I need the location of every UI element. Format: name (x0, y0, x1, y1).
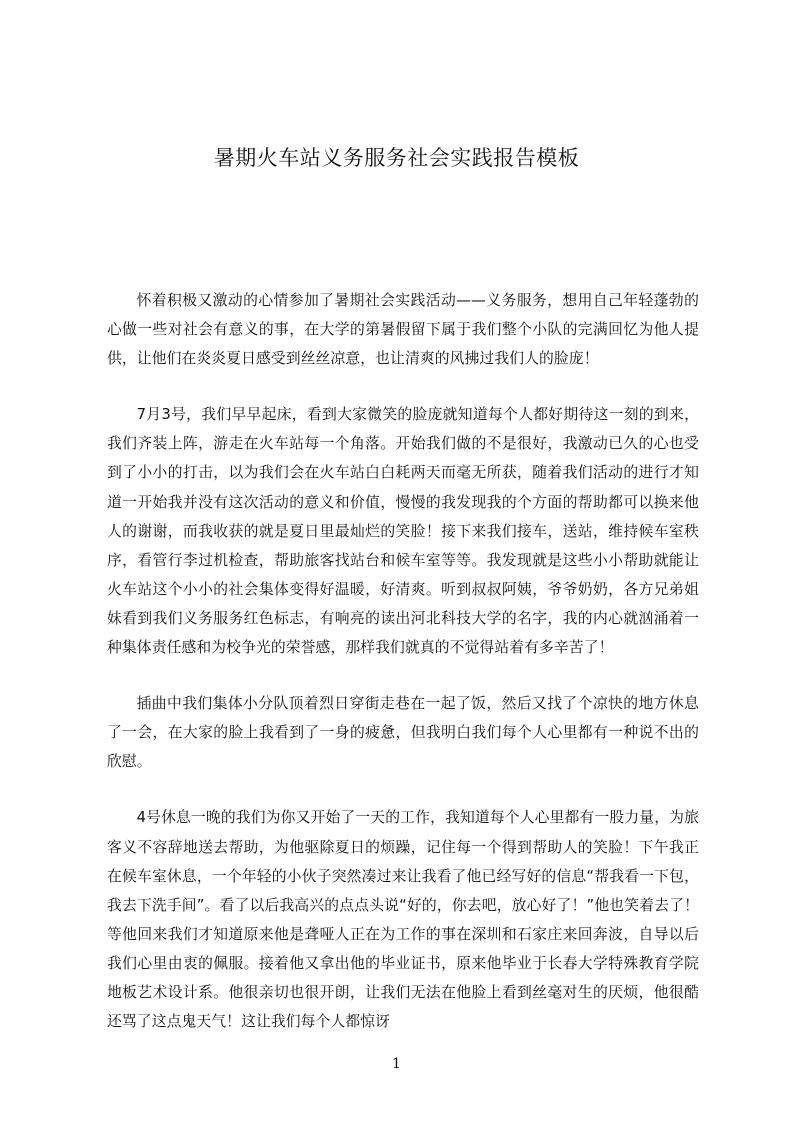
paragraph-july-3: 7月3号，我们早早起床，看到大家微笑的脸庞就知道每个人都好期待这一刻的到来，我们齐装上阵，游走在火车站每一个角落。开始我们做的不是很好，我激动已久的心也受到了小小的打击，以为我们会在火车站白白耗两天而毫无所获，随着我们活动的进行才知道一开始我并没有这次活动的意义和价值，慢慢的我发现我的个方面的帮助都可以换来他人的谢谢，而我收获的就是夏日里最灿烂的笑脸！接下来我们接车，送站，维持候车室秩序，看管行李过机检查，帮助旅客找站台和候车室等等。我发现就是这些小小帮助就能让火车站这个小小的社会集体变得好温暖，好清爽。听到叔叔阿姨，爷爷奶奶，各方兄弟姐妹看到我们义务服务红色标志，有响亮的读出河北科技大学的名字，我的内心就汹涌着一种集体责任感和为校争光的荣誉感，那样我们就真的不觉得站着有多辛苦了！ (107, 406, 699, 657)
page-number: 1 (392, 1056, 401, 1072)
document-body (107, 286, 699, 1062)
paragraph-intro: 怀着积极又激动的心情参加了暑期社会实践活动——义务服务，想用自己年轻蓬勃的心做一些对社会有意义的事，在大学的第暑假留下属于我们整个小队的完满回忆为他人提供，让他们在炎炎夏日感受到丝丝凉意，也让清爽的风拂过我们人的脸庞！ (107, 292, 699, 368)
paragraph-july-4: 4号休息一晚的我们为你又开始了一天的工作，我知道每个人心里都有一股力量，为旅客义不容辞地送去帮助，为他驱除夏日的烦躁，记住每一个得到帮助人的笑脸！下午我正在候车室休息，一个年轻的小伙子突然凑过来让我看了他已经写好的信息“帮我看一下包，我去下洗手间”。看了以后我高兴的点点头说“好的，你去吧，放心好了！”他也笑着去了！等他回来我们才知道原来他是聋哑人正在为工作的事在深圳和石家庄来回奔波，自导以后我们心里由衷的佩服。接着他又拿出他的毕业证书，原来他毕业于长春大学特殊教育学院地板艺术设计系。他很亲切也很开朗，让我们无法在他脸上看到丝毫对生的厌烦，他很酷还骂了这点鬼天气！这让我们每个人都惊讶 (107, 809, 699, 1031)
document-title: 暑期火车站义务服务社会实践报告模板 (213, 146, 580, 170)
paragraph-interlude: 插曲中我们集体小分队顶着烈日穿街走巷在一起了饭，然后又找了个凉快的地方休息了一会，在大家的脸上我看到了一身的疲惫，但我明白我们每个人心里都有一种说不出的欣慰。 (107, 695, 699, 771)
